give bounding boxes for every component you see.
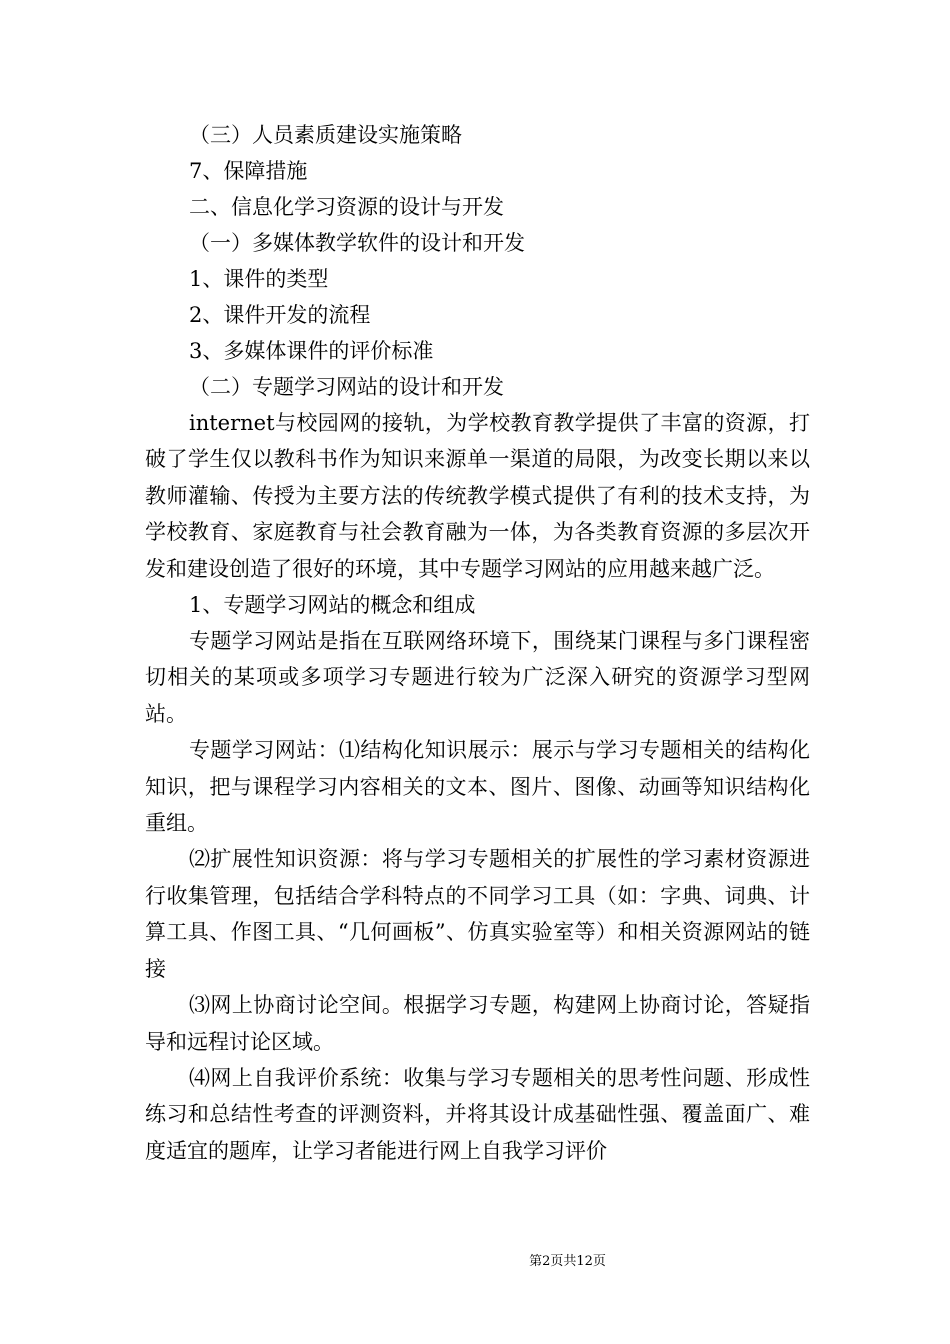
paragraph-structured-knowledge: 专题学习网站：⑴结构化知识展示：展示与学习专题相关的结构化知识，把与课程学习内容相关的文本、图片、图像、动画等知识结构化重组。	[145, 738, 810, 836]
page-number-footer: 第2页共12页	[529, 1254, 606, 1269]
paragraph-self-evaluation: ⑷网上自我评价系统：收集与学习专题相关的思考性问题、形成性练习和总结性考查的评测资料，并将其设计成基础性强、覆盖面广、难度适宜的题库，让学习者能进行网上自我学习评价	[145, 1065, 810, 1163]
heading-personnel-quality: （三）人员素质建设实施策略	[189, 123, 462, 147]
paragraph-internet: internet与校园网的接轨，为学校教育教学提供了丰富的资源，打破了学生仅以教科书作为知识来源单一渠道的局限，为改变长期以来以教师灌输、传授为主要方法的传统教学模式提供了有利的技术支持，为学校教育、家庭教育与社会教育融为一体，为各类教育资源的多层次开发和建设创造了很好的环境，其中专题学习网站的应用越来越广泛。	[145, 411, 810, 581]
heading-topic-website: （二）专题学习网站的设计和开发	[189, 375, 504, 399]
heading-multimedia-software: （一）多媒体教学软件的设计和开发	[189, 231, 525, 255]
paragraph-extended-resources: ⑵扩展性知识资源：将与学习专题相关的扩展性的学习素材资源进行收集管理，包括结合学科特点的不同学习工具（如：字典、词典、计算工具、作图工具、“几何画板”、仿真实验室等）和相关资源网站的链接	[145, 847, 810, 981]
heading-courseware-criteria: 3、多媒体课件的评价标准	[189, 339, 434, 363]
heading-safeguard-measures: 7、保障措施	[189, 159, 308, 183]
paragraph-website-definition: 专题学习网站是指在互联网络环境下，围绕某门课程与多门课程密切相关的某项或多项学习专题进行较为广泛深入研究的资源学习型网站。	[145, 629, 810, 726]
heading-info-resources: 二、信息化学习资源的设计与开发	[189, 195, 504, 219]
paragraph-discussion-space: ⑶网上协商讨论空间。根据学习专题，构建网上协商讨论，答疑指导和远程讨论区域。	[145, 993, 810, 1054]
heading-courseware-types: 1、课件的类型	[189, 267, 329, 291]
heading-courseware-process: 2、课件开发的流程	[189, 303, 371, 327]
document-body	[145, 117, 810, 1169]
heading-website-concept: 1、专题学习网站的概念和组成	[189, 593, 476, 618]
